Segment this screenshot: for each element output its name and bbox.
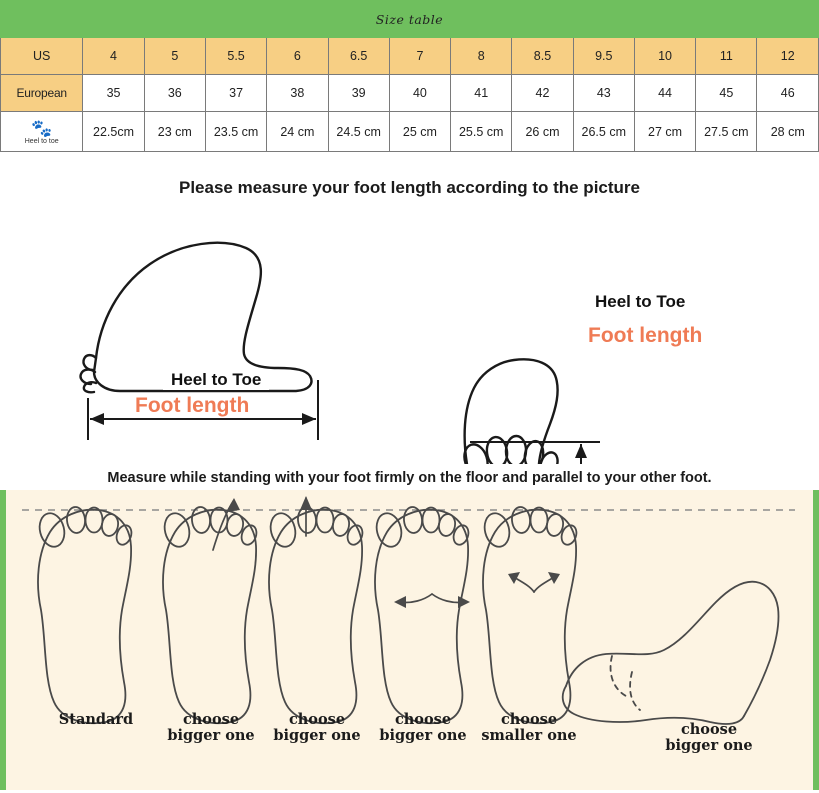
measure-diagram (0, 202, 819, 464)
cell-eu-10: 45 (696, 75, 757, 112)
arrow-up-foot2 (226, 498, 240, 512)
cell-eu-7: 42 (512, 75, 573, 112)
row-label-european: European (1, 75, 83, 112)
cell-us-2: 5.5 (205, 38, 266, 75)
caption-0: Standard (58, 711, 134, 728)
cell-cm-4: 24.5 cm (328, 112, 389, 152)
arrow-up-foot3 (300, 496, 312, 510)
table-title: Size table (1, 1, 819, 38)
cell-eu-1: 36 (144, 75, 205, 112)
arrow-up-top (575, 444, 587, 458)
cell-cm-9: 27 cm (634, 112, 695, 152)
measure-note: Measure while standing with your foot firmly on the floor and parallel to your other foot. (107, 470, 712, 486)
caption-3-line-1: bigger one (379, 727, 467, 745)
top-foot-outline (461, 359, 561, 464)
footprint-standard (36, 506, 134, 723)
cell-cm-11: 28 cm (757, 112, 819, 152)
cell-us-5: 7 (389, 38, 450, 75)
caption-1-line-1: bigger one (167, 727, 255, 745)
footprint-wide-1 (373, 506, 471, 723)
cell-us-8: 9.5 (573, 38, 634, 75)
cell-us-10: 11 (696, 38, 757, 75)
top-foot-length-label: Foot length (588, 324, 703, 347)
cell-cm-3: 24 cm (267, 112, 328, 152)
caption-4-line-0: choose (500, 711, 558, 728)
caption-5-line-1: bigger one (665, 737, 753, 755)
cell-cm-0: 22.5cm (83, 112, 144, 152)
cell-eu-4: 39 (328, 75, 389, 112)
caption-1 (152, 712, 270, 744)
cell-us-6: 8 (451, 38, 512, 75)
cell-us-0: 4 (83, 38, 144, 75)
arrow-right-side (302, 413, 316, 425)
cell-eu-2: 37 (205, 75, 266, 112)
cell-cm-2: 23.5 cm (205, 112, 266, 152)
cell-cm-6: 25.5 cm (451, 112, 512, 152)
cell-eu-8: 43 (573, 75, 634, 112)
arrow-left-foot4 (394, 596, 406, 608)
arrow-in-right-foot5 (548, 572, 560, 584)
cell-eu-9: 44 (634, 75, 695, 112)
caption-4-line-1: smaller one (481, 727, 577, 745)
table-title-row (1, 1, 819, 38)
caption-5-line-0: choose (680, 721, 738, 738)
cell-cm-8: 26.5 cm (573, 112, 634, 152)
caption-3-line-0: choose (394, 711, 452, 728)
foot-icon: 🐾 (31, 118, 53, 138)
cell-eu-3: 38 (267, 75, 328, 112)
table-row-european (1, 75, 819, 112)
caption-2-line-0: choose (288, 711, 346, 728)
arrow-right-foot4 (458, 596, 470, 608)
arrow-in-left-foot5 (508, 572, 520, 584)
footprint-toe-up-2 (267, 498, 365, 723)
cell-eu-0: 35 (83, 75, 144, 112)
caption-4 (468, 712, 590, 744)
cell-eu-11: 46 (757, 75, 819, 112)
side-foot-length-label: Foot length (135, 394, 250, 417)
cell-cm-1: 23 cm (144, 112, 205, 152)
caption-2-line-1: bigger one (273, 727, 361, 745)
row-label-length (1, 112, 83, 152)
cell-us-4: 6.5 (328, 38, 389, 75)
cell-cm-10: 27.5 cm (696, 112, 757, 152)
cell-eu-5: 40 (389, 75, 450, 112)
arrow-left-side (90, 413, 104, 425)
top-heel-to-toe-label: Heel to Toe (595, 292, 686, 311)
footprint-toe-up-1 (161, 500, 259, 723)
table-row-us (1, 38, 819, 75)
cell-eu-6: 41 (451, 75, 512, 112)
right-edge-bar (813, 490, 819, 790)
footprint-side-bigtoe (563, 582, 779, 724)
foot-icon-caption: Heel to toe (24, 137, 59, 145)
row-label-us: US (1, 38, 83, 75)
cell-cm-5: 25 cm (389, 112, 450, 152)
table-row-length (1, 112, 819, 152)
side-heel-to-toe-label: Heel to Toe (163, 370, 269, 390)
caption-3 (364, 712, 482, 744)
cell-us-11: 12 (757, 38, 819, 75)
caption-2 (258, 712, 376, 744)
measure-title: Please measure your foot length according to the picture (179, 178, 640, 197)
size-table-container (0, 0, 819, 152)
cell-us-1: 5 (144, 38, 205, 75)
cell-us-7: 8.5 (512, 38, 573, 75)
footprint-comparison (0, 490, 819, 790)
size-table (0, 0, 819, 152)
cell-us-3: 6 (267, 38, 328, 75)
left-edge-bar (0, 490, 6, 790)
caption-1-line-0: choose (182, 711, 240, 728)
cell-us-9: 10 (634, 38, 695, 75)
caption-5 (650, 722, 768, 754)
cell-cm-7: 26 cm (512, 112, 573, 152)
